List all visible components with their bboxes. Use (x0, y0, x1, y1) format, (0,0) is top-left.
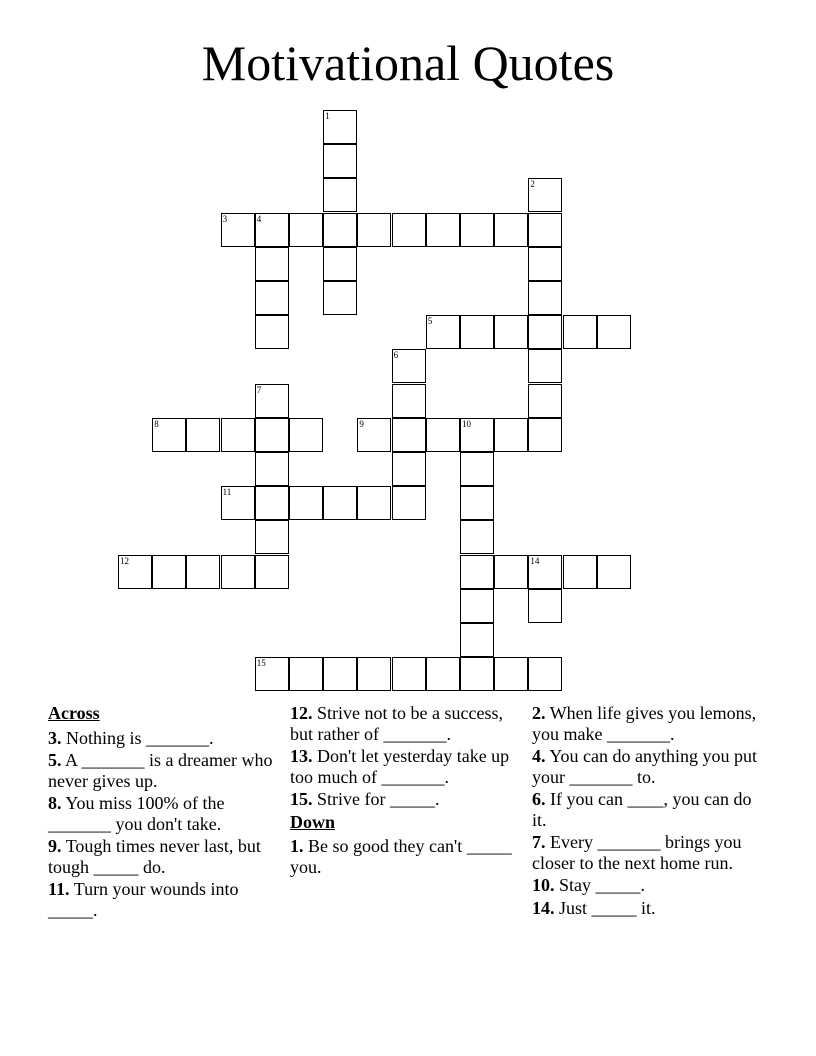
grid-cell[interactable] (460, 486, 494, 520)
grid-cell[interactable] (357, 486, 391, 520)
grid-cell[interactable] (255, 555, 289, 589)
clue-down-4: 4. You can do anything you put your _______ to. (532, 746, 758, 787)
grid-cell[interactable] (323, 657, 357, 691)
grid-cell[interactable] (323, 486, 357, 520)
clue-across-3: 3. Nothing is _______. (48, 727, 214, 748)
grid-cell-7[interactable] (255, 384, 289, 418)
grid-cell[interactable] (460, 520, 494, 554)
grid-cell[interactable] (152, 555, 186, 589)
grid-cell[interactable] (392, 213, 426, 247)
grid-cell[interactable] (323, 178, 357, 212)
clue-number: 5 (427, 316, 433, 327)
clue-across-8: 8. You miss 100% of the _______ you don't take. (48, 793, 225, 834)
clue-number: 11 (222, 487, 232, 498)
grid-cell-1[interactable] (323, 110, 357, 144)
grid-cell[interactable] (289, 418, 323, 452)
grid-cell[interactable] (255, 452, 289, 486)
grid-cell[interactable] (494, 657, 528, 691)
grid-cell[interactable] (357, 213, 391, 247)
grid-cell[interactable] (426, 213, 460, 247)
grid-cell-3[interactable] (221, 213, 255, 247)
grid-cell[interactable] (255, 418, 289, 452)
clue-down-6: 6. If you can ____, you can do it. (532, 789, 752, 830)
grid-cell-6[interactable] (392, 349, 426, 383)
grid-cell[interactable] (528, 281, 562, 315)
grid-cell[interactable] (597, 555, 631, 589)
grid-cell[interactable] (528, 315, 562, 349)
grid-cell[interactable] (323, 213, 357, 247)
grid-cell[interactable] (460, 315, 494, 349)
grid-cell[interactable] (323, 144, 357, 178)
grid-cell[interactable] (528, 384, 562, 418)
grid-cell[interactable] (255, 315, 289, 349)
grid-cell[interactable] (289, 486, 323, 520)
clue-number: 12 (120, 555, 129, 566)
grid-cell[interactable] (460, 657, 494, 691)
clue-number: 4 (256, 213, 262, 224)
grid-cell-11[interactable] (221, 486, 255, 520)
grid-cell[interactable] (186, 555, 220, 589)
clue-across-15: 15. Strive for _____. (290, 789, 440, 809)
grid-cell[interactable] (528, 349, 562, 383)
clue-across-9: 9. Tough times never last, but tough _____ do. (48, 836, 261, 877)
clue-number: 9 (359, 418, 364, 429)
grid-cell[interactable] (392, 486, 426, 520)
clue-number: 10 (462, 418, 471, 429)
clue-across-12: 12. Strive not to be a success, but rather of _______. (290, 703, 503, 744)
clue-number: 2 (530, 179, 535, 190)
down-heading: Down (290, 811, 336, 832)
grid-cell-5[interactable] (426, 315, 460, 349)
grid-cell[interactable] (494, 213, 528, 247)
grid-cell[interactable] (563, 555, 597, 589)
grid-cell[interactable] (392, 418, 426, 452)
grid-cell-12[interactable] (118, 555, 152, 589)
grid-cell[interactable] (528, 247, 562, 281)
grid-cell[interactable] (255, 247, 289, 281)
grid-cell[interactable] (323, 281, 357, 315)
puzzle-title: Motivational Quotes (201, 35, 615, 91)
grid-cell[interactable] (289, 657, 323, 691)
grid-cell-10[interactable] (460, 418, 494, 452)
grid-cell[interactable] (392, 384, 426, 418)
clue-across-11: 11. Turn your wounds into _____. (48, 879, 239, 920)
grid-cell-14[interactable] (528, 555, 562, 589)
clue-down-2: 2. When life gives you lemons, you make _______. (532, 703, 757, 744)
grid-cell[interactable] (460, 623, 494, 657)
grid-cell-8[interactable] (152, 418, 186, 452)
grid-cell-15[interactable] (255, 657, 289, 691)
grid-cell[interactable] (426, 657, 460, 691)
grid-cell[interactable] (392, 452, 426, 486)
clue-number: 7 (256, 384, 262, 395)
grid-cell[interactable] (460, 555, 494, 589)
grid-cell[interactable] (460, 452, 494, 486)
clue-number: 6 (393, 350, 399, 361)
clue-number: 15 (256, 658, 266, 669)
grid-cell[interactable] (221, 555, 255, 589)
clues-column-3 (532, 703, 768, 920)
clue-down-7: 7. Every _______ brings you closer to the next home run. (532, 832, 742, 873)
grid-cell[interactable] (528, 213, 562, 247)
clue-number: 3 (222, 213, 228, 224)
clue-across-5: 5. A _______ is a dreamer who never gives up. (48, 750, 273, 791)
grid-cell-2[interactable] (528, 178, 562, 212)
grid-cell[interactable] (289, 213, 323, 247)
clue-number: 8 (154, 418, 159, 429)
grid-cell[interactable] (563, 315, 597, 349)
grid-cell[interactable] (186, 418, 220, 452)
clue-number: 14 (530, 555, 540, 566)
grid-cell[interactable] (460, 589, 494, 623)
grid-cell[interactable] (323, 247, 357, 281)
clue-number: 1 (325, 111, 330, 121)
clue-down-14: 14. Just _____ it. (532, 897, 656, 918)
clue-down-10: 10. Stay _____. (532, 875, 646, 895)
grid-cell[interactable] (255, 520, 289, 554)
grid-cell[interactable] (494, 555, 528, 589)
grid-cell[interactable] (221, 418, 255, 452)
grid-cell[interactable] (392, 657, 426, 691)
clue-down-1: 1. Be so good they can't _____ you. (290, 836, 512, 877)
clue-across-13: 13. Don't let yesterday take up too much of _______. (290, 746, 510, 787)
grid-cell[interactable] (597, 315, 631, 349)
grid-cell[interactable] (494, 315, 528, 349)
grid-cell[interactable] (255, 281, 289, 315)
grid-cell[interactable] (494, 418, 528, 452)
grid-cell[interactable] (528, 418, 562, 452)
grid-cell[interactable] (357, 657, 391, 691)
across-heading: Across (48, 703, 100, 723)
grid-cell[interactable] (255, 486, 289, 520)
grid-cell-9[interactable] (357, 418, 391, 452)
grid-cell-4[interactable] (255, 213, 289, 247)
clues-column-2 (290, 703, 520, 879)
grid-cell[interactable] (460, 213, 494, 247)
grid-cell[interactable] (528, 657, 562, 691)
grid-cell[interactable] (426, 418, 460, 452)
grid-cell[interactable] (528, 589, 562, 623)
clues-column-1 (48, 703, 284, 922)
